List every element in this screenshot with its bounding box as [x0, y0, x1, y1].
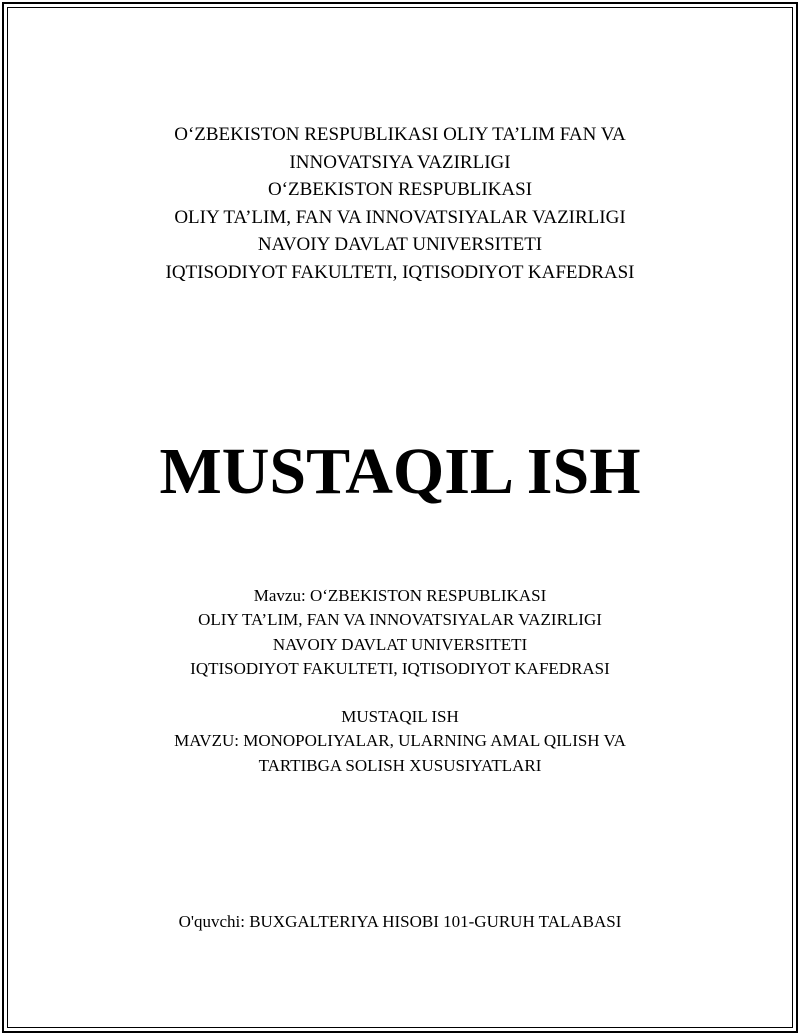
header-line: NAVOIY DAVLAT UNIVERSITETI — [257, 234, 543, 255]
topic-line: NAVOIY DAVLAT UNIVERSITETI — [272, 634, 528, 654]
topic-line: IQTISODIYOT FAKULTETI, IQTISODIYOT KAFEDRASI — [190, 658, 610, 678]
topic-block — [0, 584, 800, 778]
ministry-header — [0, 121, 800, 286]
topic-line: Mavzu: O‘ZBEKISTON RESPUBLIKASI — [253, 586, 547, 605]
header-line: O‘ZBEKISTON RESPUBLIKASI — [267, 179, 533, 200]
header-line: IQTISODIYOT FAKULTETI, IQTISODIYOT KAFEDRASI — [165, 261, 635, 283]
topic-line: MUSTAQIL ISH — [341, 707, 459, 727]
paragraph-spacer — [0, 681, 800, 705]
topic-line: OLIY TA’LIM, FAN VA INNOVATSIYALAR VAZIRLIGI — [198, 610, 602, 630]
document-title: MUSTAQIL ISH — [159, 435, 641, 508]
header-line: INNOVATSIYA VAZIRLIGI — [289, 151, 511, 173]
header-line: OLIY TA’LIM, FAN VA INNOVATSIYALAR VAZIRLIGI — [174, 206, 626, 228]
topic-line: MAVZU: MONOPOLIYALAR, ULARNING AMAL QILISH VA — [174, 731, 626, 751]
topic-line: TARTIBGA SOLISH XUSUSIYATLARI — [258, 755, 542, 775]
header-line: O‘ZBEKISTON RESPUBLIKASI OLIY TA’LIM FAN VA — [174, 124, 626, 145]
student-info: O'quvchi: BUXGALTERIYA HISOBI 101-GURUH TALABASI — [178, 912, 622, 931]
